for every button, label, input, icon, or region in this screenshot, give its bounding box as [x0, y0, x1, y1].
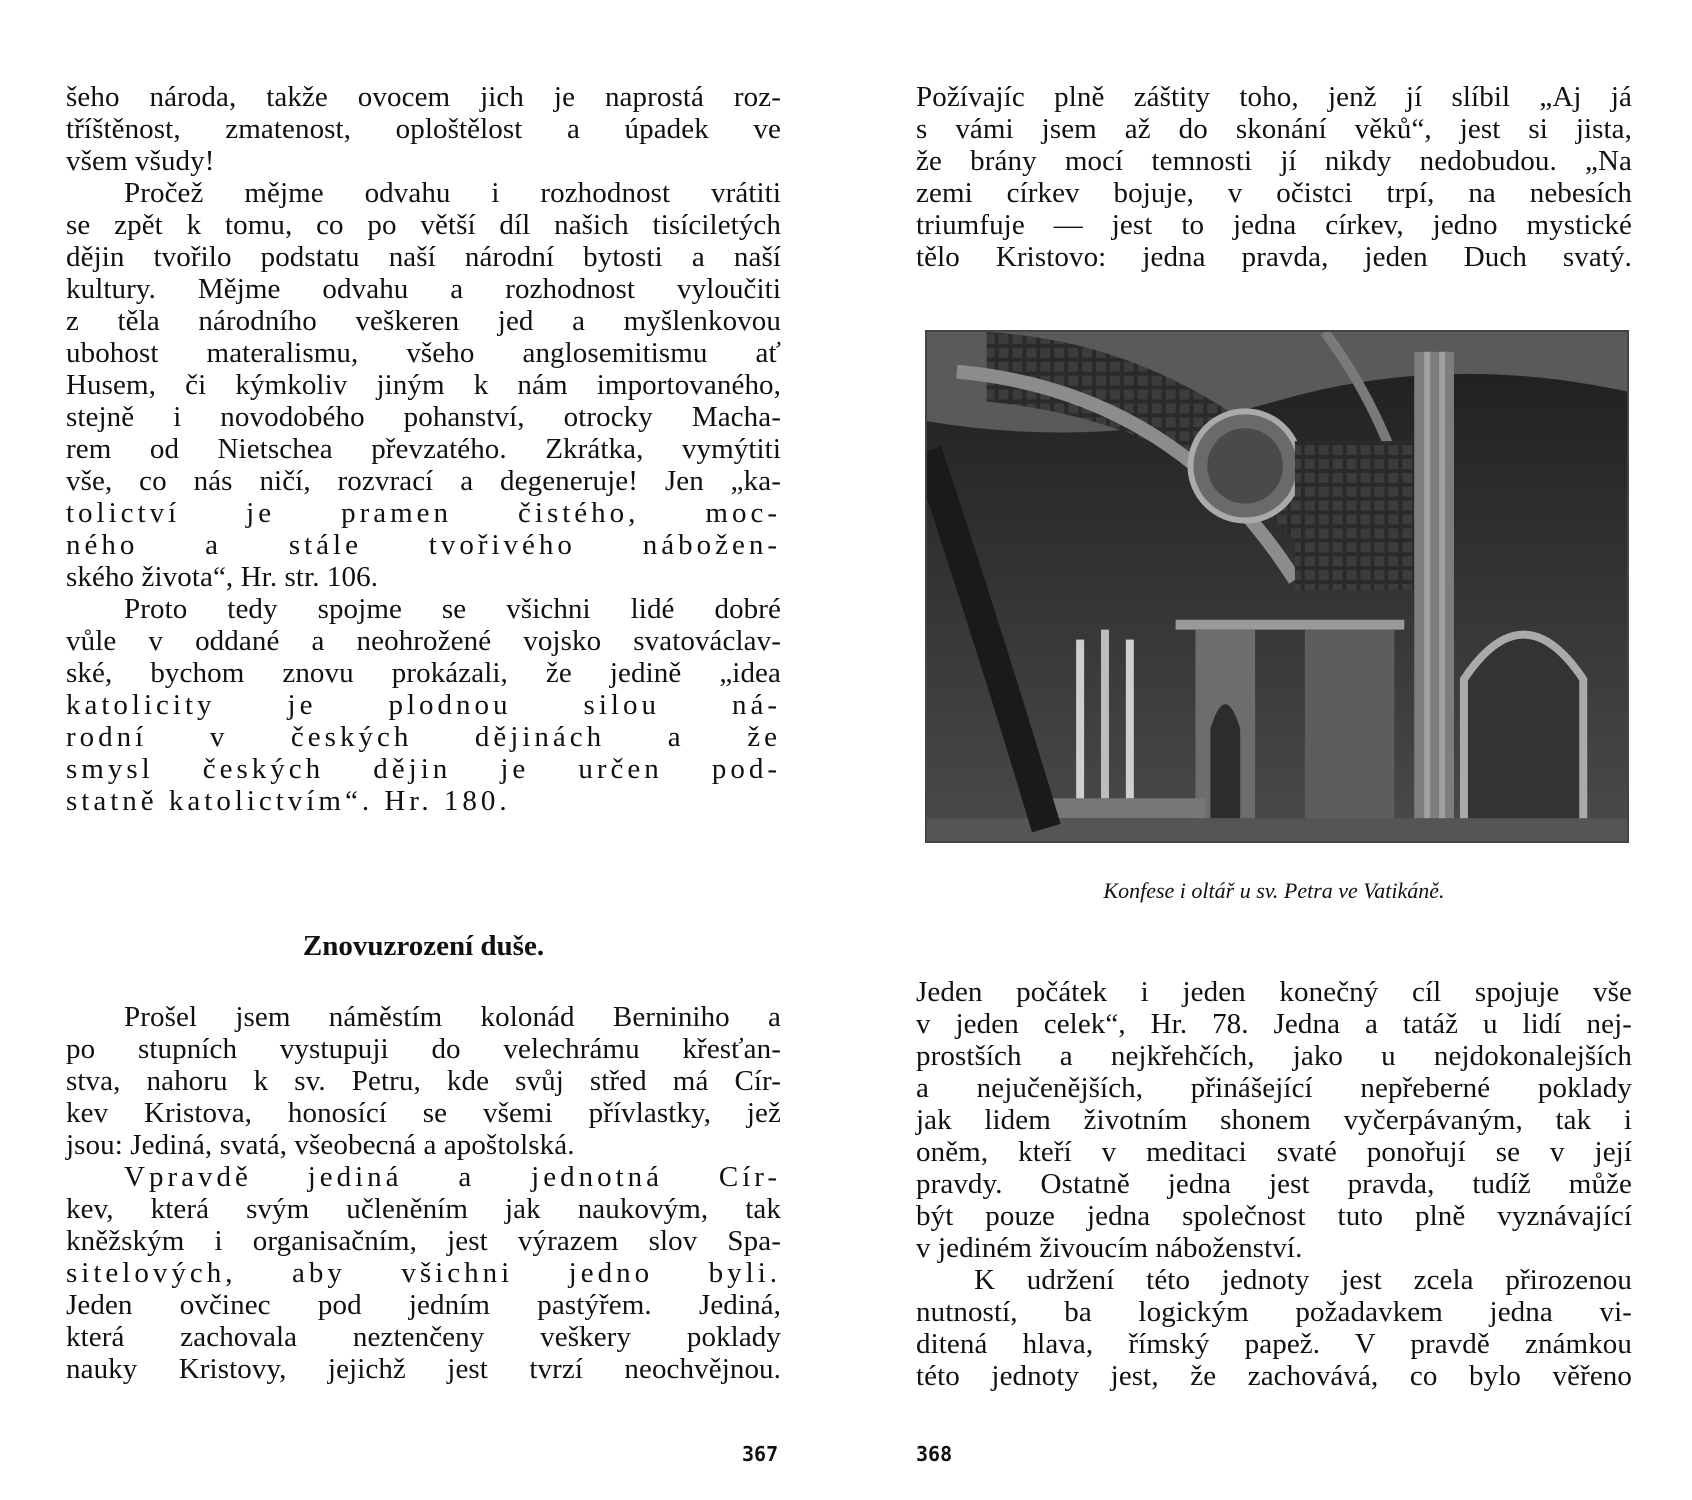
text-line: tříštěnost, zmatenost, oploštělost a úpadek ve — [66, 113, 781, 145]
text-line: kultury. Mějme odvahu a rozhodnost vyloučiti — [66, 273, 781, 305]
text-line: stejně i novodobého pohanství, otrocky Macha- — [66, 401, 781, 433]
text-line: ského života“, Hr. str. 106. — [66, 561, 379, 593]
text-line: ditená hlava, římský papež. V pravdě známkou — [916, 1328, 1632, 1360]
text-line: Vpravdě jediná a jednotná Cír- — [124, 1161, 781, 1193]
text-line: pravdy. Ostatně jedna jest pravda, tudíž může — [916, 1168, 1632, 1200]
photo-illustration — [927, 332, 1627, 841]
text-line: vše, co nás ničí, rozvrací a degeneruje! Jen „ka- — [66, 465, 781, 497]
text-line: rem od Nietschea převzatého. Zkrátka, vymýtiti — [66, 433, 781, 465]
text-line: oněm, kteří v meditaci svaté ponořují se v její — [916, 1136, 1632, 1168]
text-line: jak lidem životním shonem vyčerpávaným, tak i — [916, 1104, 1632, 1136]
text-line: Požívajíc plně záštity toho, jenž jí slíbil „Aj já — [916, 81, 1632, 113]
text-line: kněžským i organisačním, jest výrazem slov Spa- — [66, 1225, 781, 1257]
text-line: sitelových, aby všichni jedno byli. — [66, 1257, 781, 1289]
text-line: jsou: Jediná, svatá, všeobecná a apoštolská. — [66, 1129, 575, 1161]
text-line: Jeden počátek i jeden konečný cíl spojuje vše — [916, 976, 1632, 1008]
text-line: která zachovala neztenčeny veškery poklady — [66, 1321, 781, 1353]
text-line: zemi církev bojuje, v očistci trpí, na nebesích — [916, 177, 1632, 209]
text-line: z těla národního veškeren jed a myšlenkovou — [66, 305, 781, 337]
text-line: Husem, či kýmkoliv jiným k nám importovaného, — [66, 369, 781, 401]
page-number: 368 — [916, 1442, 953, 1466]
text-line: katolicity je plodnou silou ná- — [66, 689, 781, 721]
photo-caption: Konfese i oltář u sv. Petra ve Vatikáně. — [1103, 878, 1445, 903]
text-line: že brány mocí temnosti jí nikdy nedobudou. „Na — [916, 145, 1632, 177]
text-line: a nejučenějších, přinášející nepřeberné poklady — [916, 1072, 1632, 1104]
text-line: této jednoty jest, že zachovává, co bylo věřeno — [916, 1360, 1632, 1392]
text-line: dějin tvořilo podstatu naší národní bytosti a naší — [66, 241, 781, 273]
text-line: po stupních vystupuji do velechrámu křesťan- — [66, 1033, 781, 1065]
text-line: se zpět k tomu, co po větší díl našich tisíciletých — [66, 209, 781, 241]
text-line: K udržení této jednoty jest zcela přirozenou — [974, 1264, 1632, 1296]
text-line: stva, nahoru k sv. Petru, kde svůj střed má Cír- — [66, 1065, 781, 1097]
text-line: tělo Kristovo: jedna pravda, jeden Duch svatý. — [916, 241, 1632, 273]
text-line: všem všudy! — [66, 145, 215, 177]
page-number: 367 — [742, 1442, 779, 1466]
section-heading: Znovuzrození duše. — [302, 930, 545, 962]
text-line: nauky Kristovy, jejichž jest tvrzí neochvějnou. — [66, 1353, 781, 1385]
text-line: prostších a nejkřehčích, jako u nejdokonalejších — [916, 1040, 1632, 1072]
text-line: ného a stále tvořivého nábožen- — [66, 529, 781, 561]
text-line: vůle v oddané a neohrožené vojsko svatováclav- — [66, 625, 781, 657]
basilica-interior-photo — [925, 330, 1629, 843]
text-line: v jediném živoucím náboženství. — [916, 1232, 1303, 1264]
text-line: triumfuje — jest to jedna církev, jedno mystické — [916, 209, 1632, 241]
text-line: ubohost materalismu, všeho anglosemitismu ať — [66, 337, 781, 369]
text-line: kev Kristova, honosící se všemi přívlastky, jež — [66, 1097, 781, 1129]
text-line: být pouze jedna společnost tuto plně vyznávající — [916, 1200, 1632, 1232]
text-line: statně katolictvím“. Hr. 180. — [66, 785, 511, 817]
text-line: Pročež mějme odvahu i rozhodnost vrátiti — [124, 177, 781, 209]
text-line: šeho národa, takže ovocem jich je naprostá roz- — [66, 81, 781, 113]
text-line: ské, bychom znovu prokázali, že jedině „idea — [66, 657, 781, 689]
text-line: nutností, ba logickým požadavkem jedna vi- — [916, 1296, 1632, 1328]
text-line: s vámi jsem až do skonání věků“, jest si jista, — [916, 113, 1632, 145]
text-line: rodní v českých dějinách a že — [66, 721, 781, 753]
text-line: Prošel jsem náměstím kolonád Berniniho a — [124, 1001, 781, 1033]
text-line: tolictví je pramen čistého, moc- — [66, 497, 781, 529]
text-line: v jeden celek“, Hr. 78. Jedna a tatáž u lidí nej- — [916, 1008, 1632, 1040]
text-line: kev, která svým učleněním jak naukovým, tak — [66, 1193, 781, 1225]
text-line: Proto tedy spojme se všichni lidé dobré — [124, 593, 781, 625]
text-line: Jeden ovčinec pod jedním pastýřem. Jediná, — [66, 1289, 781, 1321]
text-line: smysl českých dějin je určen pod- — [66, 753, 781, 785]
